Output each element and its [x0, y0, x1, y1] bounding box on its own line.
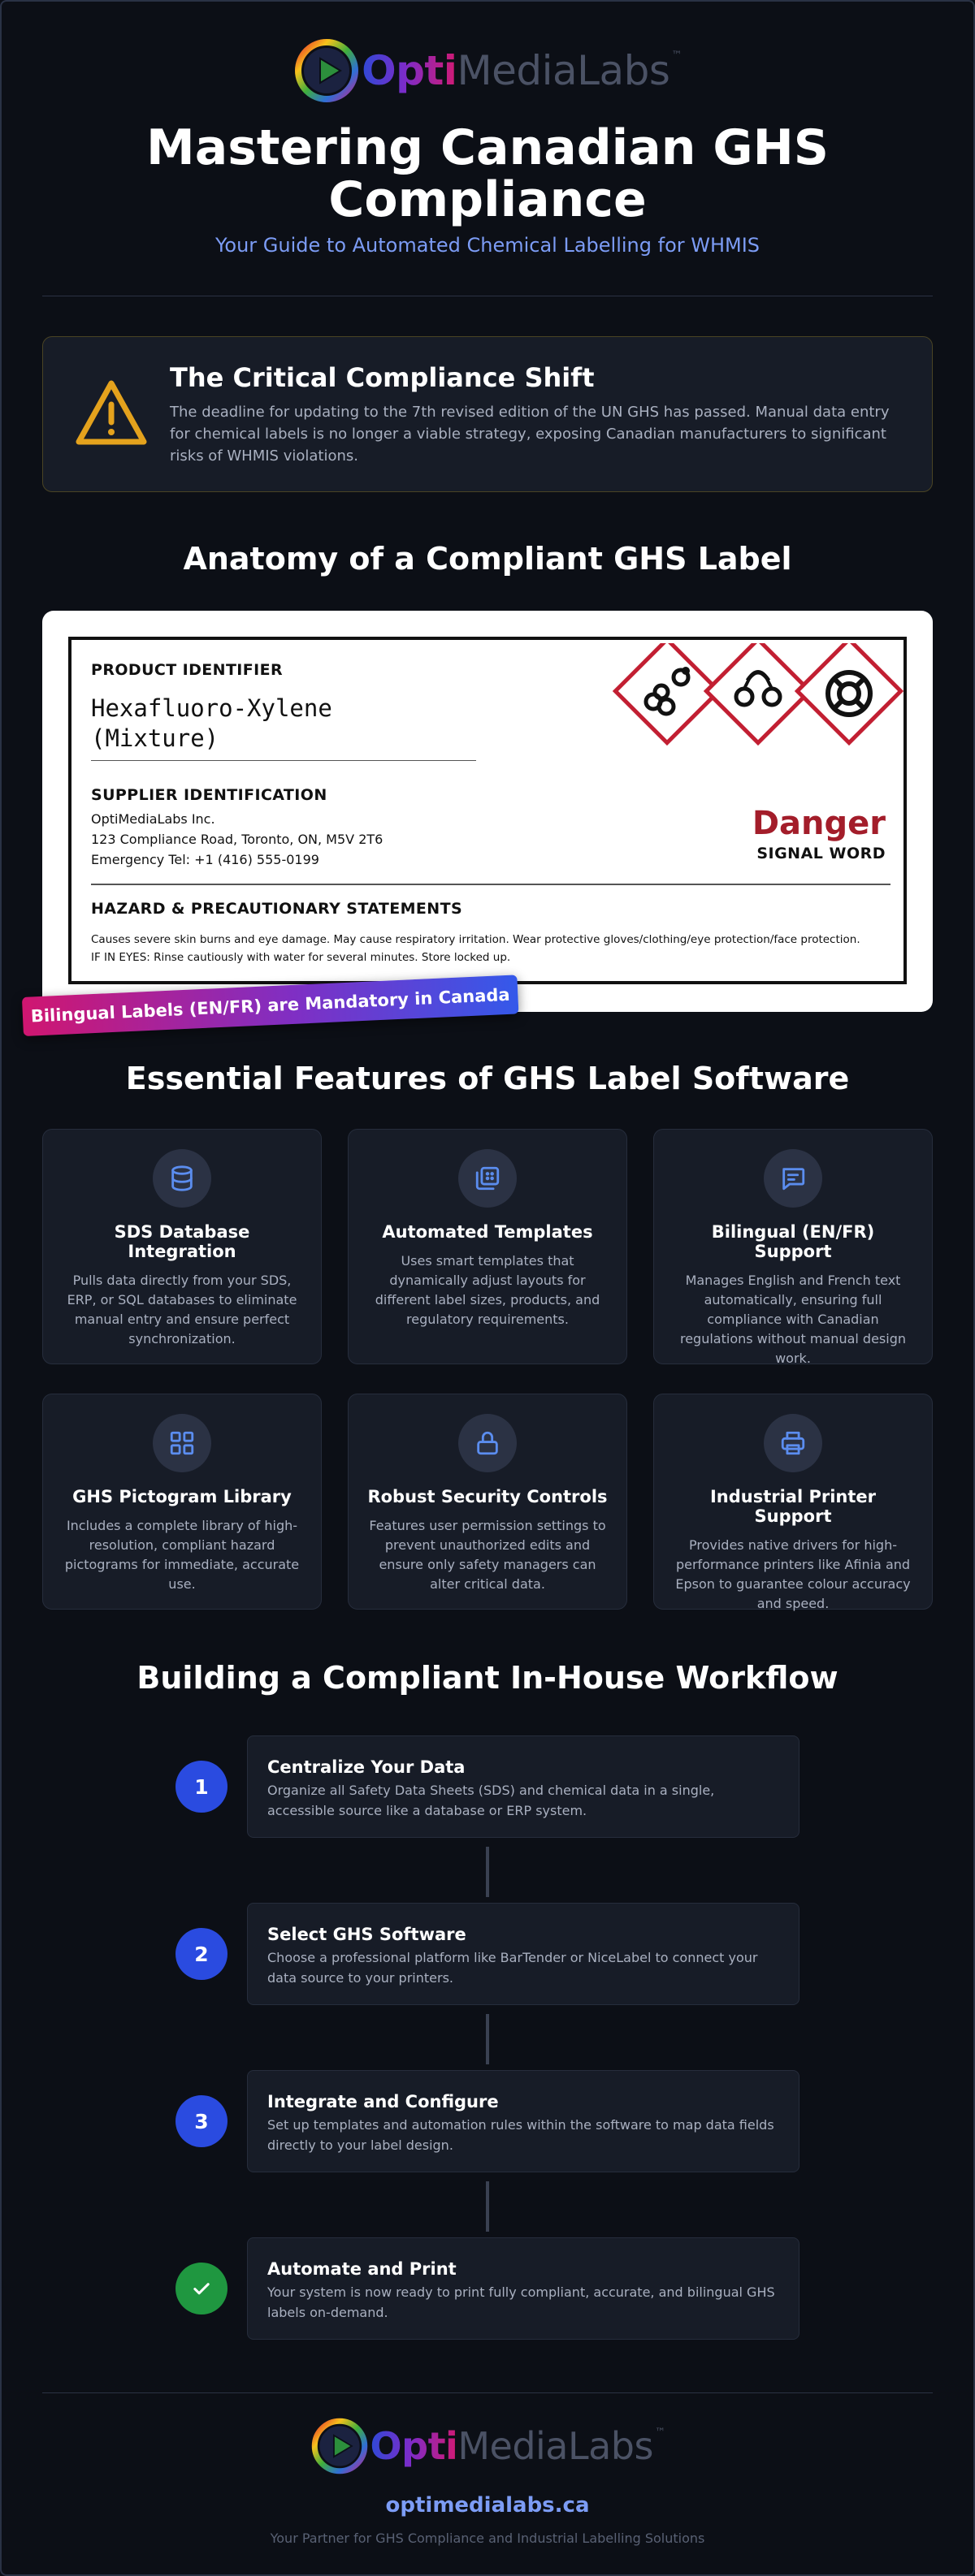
feature-description: Features user permission settings to prevent unauthorized edits and ensure only safety managers can alter critical data.	[369, 1518, 606, 1592]
supplier-details	[91, 809, 383, 870]
printer-icon	[779, 1429, 807, 1457]
database-icon	[168, 1165, 196, 1192]
play-logo-icon	[310, 2417, 369, 2475]
supplier-address: 123 Compliance Road, Toronto, ON, M5V 2T6	[91, 832, 384, 847]
supplier-identification-heading: SUPPLIER IDENTIFICATION	[91, 786, 327, 804]
step-3-badge: 3	[176, 2095, 228, 2147]
step-title: Integrate and Configure	[267, 2092, 499, 2111]
anatomy-section-title: Anatomy of a Compliant GHS Label	[183, 541, 792, 577]
feature-card-security-controls	[348, 1394, 627, 1610]
product-identifier-heading: PRODUCT IDENTIFIER	[91, 661, 284, 679]
feature-title: Automated Templates	[382, 1222, 593, 1242]
step-complete-badge	[176, 2263, 228, 2315]
page-header	[0, 37, 975, 257]
play-logo-icon	[293, 37, 360, 104]
feature-description: Manages English and French text automatically, ensuring full compliance with Canadian regulations without manual design work.	[679, 1273, 906, 1366]
critical-text: The deadline for updating to the 7th revised edition of the UN GHS has passed. Manual data entry for chemical labels is no longer a viable strategy, exposing Canadian manufacturers to significant risks of WHMIS violations.	[170, 403, 890, 465]
step-title: Select GHS Software	[267, 1925, 466, 1944]
grid-icon	[168, 1429, 196, 1457]
supplier-emergency-phone: Emergency Tel: +1 (416) 555-0199	[91, 852, 319, 867]
signal-word: Danger	[752, 805, 886, 842]
logo-wordmark: OptiMediaLabs ™	[370, 2424, 665, 2468]
feature-title: GHS Pictogram Library	[72, 1487, 292, 1506]
step-title: Automate and Print	[267, 2259, 457, 2279]
features-section-title: Essential Features of GHS Label Software	[125, 1061, 850, 1096]
step-connector	[486, 2181, 489, 2232]
brand-logo[interactable]	[0, 37, 975, 104]
feature-card-pictogram-library	[42, 1394, 322, 1610]
step-description: Organize all Safety Data Sheets (SDS) and chemical data in a single, accessible source like a database or ERP system.	[267, 1783, 715, 1818]
footer-tagline: Your Partner for GHS Compliance and Industrial Labelling Solutions	[270, 2531, 705, 2546]
feature-description: Includes a complete library of high-resolution, compliant hazard pictograms for immediate, accurate use.	[64, 1518, 300, 1592]
page-subtitle: Your Guide to Automated Chemical Labelling for WHMIS	[214, 234, 760, 257]
feature-title: Bilingual (EN/FR) Support	[711, 1222, 875, 1261]
chat-icon	[779, 1165, 807, 1192]
feature-description: Uses smart templates that dynamically adjust layouts for different label sizes, products, and regulatory requirements.	[375, 1253, 600, 1327]
critical-alert-box	[42, 336, 933, 492]
step-description: Your system is now ready to print fully compliant, accurate, and bilingual GHS labels on-demand.	[267, 2284, 775, 2320]
critical-title: The Critical Compliance Shift	[170, 361, 595, 393]
bilingual-ribbon: Bilingual Labels (EN/FR) are Mandatory in Canada	[22, 975, 519, 1036]
workflow-step-integrate	[247, 2070, 800, 2172]
step-description: Choose a professional platform like BarTender or NiceLabel to connect your data source to your printers.	[267, 1950, 758, 1986]
feature-title: SDS Database Integration	[114, 1222, 250, 1261]
corrosion-pictogram-icon	[615, 643, 718, 743]
step-1-badge: 1	[176, 1761, 228, 1813]
footer-logo[interactable]	[0, 2417, 975, 2475]
hazard-statements-heading: HAZARD & PRECAUTIONARY STATEMENTS	[91, 900, 463, 918]
page-footer	[0, 2417, 975, 2546]
step-2-badge: 2	[176, 1928, 228, 1980]
warning-triangle-icon	[72, 375, 150, 453]
checkmark-icon	[190, 2277, 213, 2300]
workflow-section-title: Building a Compliant In-House Workflow	[136, 1660, 838, 1696]
feature-title: Robust Security Controls	[367, 1487, 608, 1506]
workflow-step-centralize	[247, 1735, 800, 1838]
logo-wordmark: OptiMediaLabs ™	[362, 47, 682, 94]
template-icon	[474, 1165, 501, 1192]
feature-description: Pulls data directly from your SDS, ERP, or SQL databases to eliminate manual entry and ensure perfect synchronization.	[67, 1273, 297, 1346]
lifebuoy-pictogram-icon	[797, 643, 900, 743]
feature-title: Industrial Printer Support	[709, 1487, 877, 1526]
lock-icon	[474, 1429, 501, 1457]
page-title: Mastering Canadian GHS Compliance	[146, 119, 829, 228]
signal-word-label: SIGNAL WORD	[756, 845, 886, 862]
step-title: Centralize Your Data	[267, 1757, 466, 1777]
footer-divider	[42, 2392, 933, 2393]
signal-word-block	[752, 806, 886, 862]
workflow-step-select-software	[247, 1903, 800, 2005]
feature-card-printer-support	[653, 1394, 933, 1610]
step-connector	[486, 2014, 489, 2064]
workflow-step-automate-print	[247, 2237, 800, 2340]
ghs-label	[68, 637, 907, 984]
supplier-name: OptiMediaLabs Inc.	[91, 811, 215, 827]
hazard-statements-text: Causes severe skin burns and eye damage. May cause respiratory irritation. Wear protective gloves/clothing/eye protection/face protection. IF IN EYES: Rinse cautiously with water for several minutes. Store locked up.	[91, 933, 860, 964]
feature-card-bilingual-support	[653, 1129, 933, 1364]
footer-website-link[interactable]: optimedialabs.ca	[385, 2493, 590, 2518]
feature-card-automated-templates	[348, 1129, 627, 1364]
feature-card-sds-database	[42, 1129, 322, 1364]
label-divider	[91, 884, 890, 885]
feature-description: Provides native drivers for high-performance printers like Afinia and Epson to guarantee colour accuracy and speed.	[675, 1537, 911, 1611]
step-connector	[486, 1847, 489, 1897]
step-description: Set up templates and automation rules within the software to map data fields directly to your label design.	[267, 2117, 774, 2153]
exclamation-chain-pictogram-icon	[706, 643, 809, 743]
product-identifier-value: Hexafluoro-Xylene (Mixture)	[91, 694, 476, 761]
hazard-pictograms	[611, 643, 904, 754]
ghs-label-card	[42, 611, 933, 1012]
